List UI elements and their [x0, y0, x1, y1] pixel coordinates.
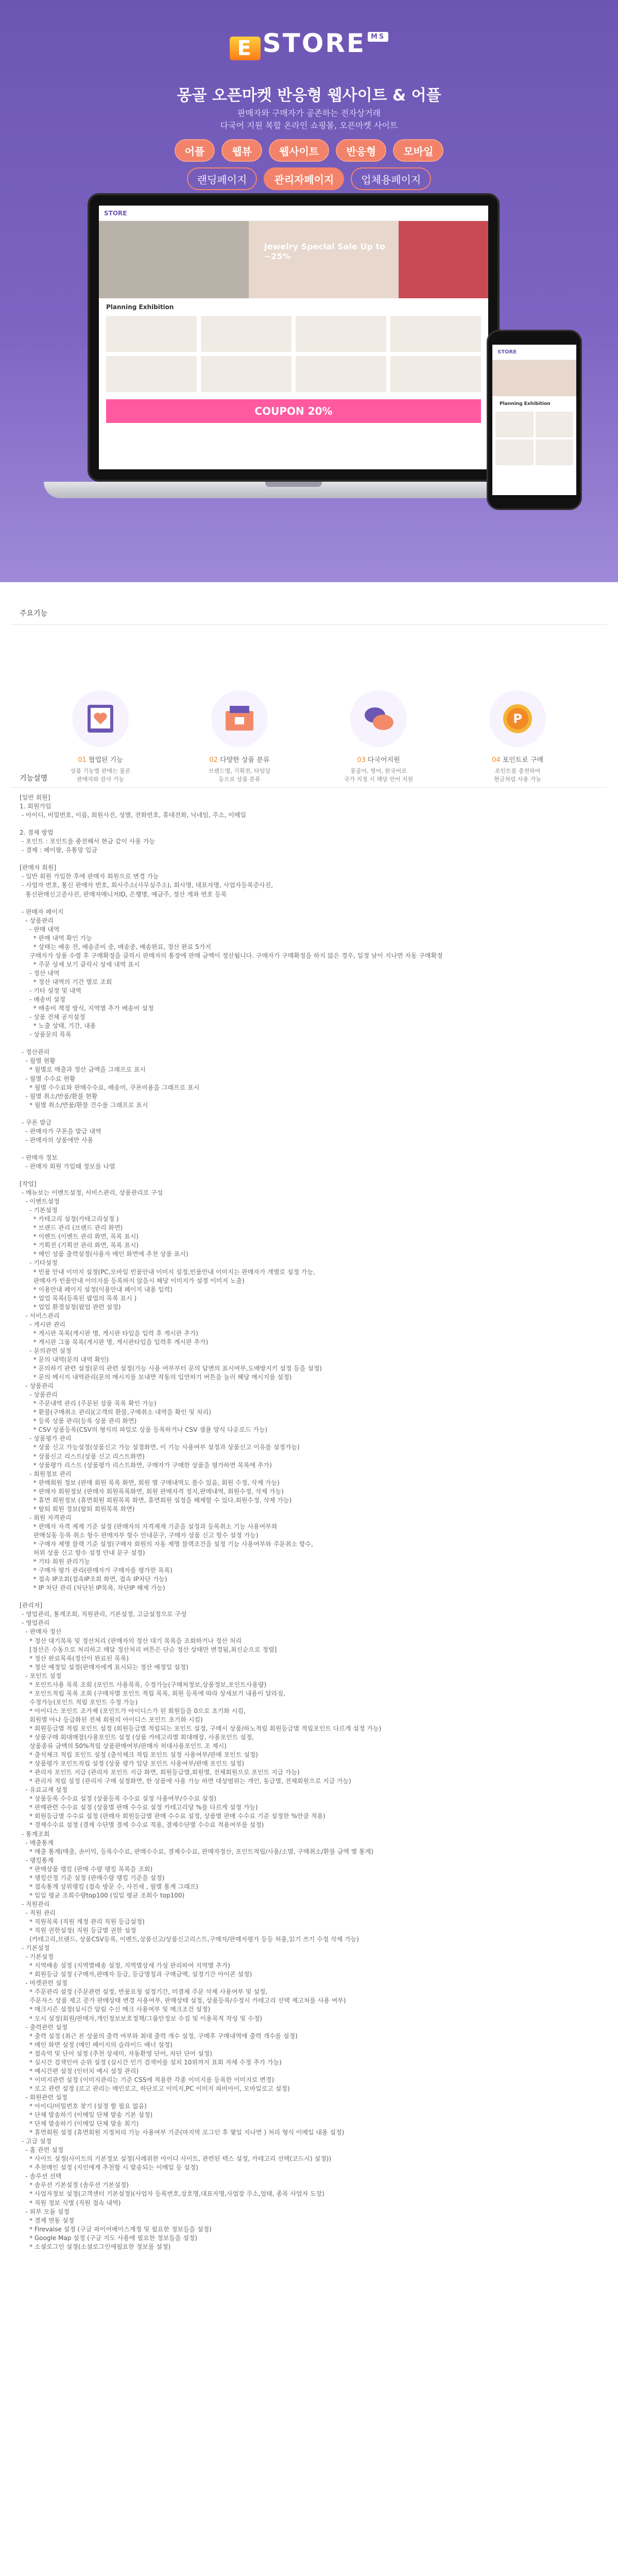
- description-line: - 판매자 회원 가입때 정보를 나열: [20, 1162, 115, 1170]
- description-line: * 회원등급 설정 (구매자,판매자 등급, 등급명칭과 구매금액, 설정기간 아이콘 설정): [20, 1971, 252, 1978]
- description-line: - 문의관련 설정: [20, 1347, 72, 1354]
- description-line: - 기본설정: [20, 1207, 58, 1214]
- description-line: * 지역배송 설정 (지역별배송 설정, 지역별상세 가성 관리하여 지역별 추가): [20, 1962, 230, 1970]
- tag-webview: 웹뷰: [221, 139, 262, 162]
- description-line: - 월별 현황: [20, 1057, 56, 1065]
- description-line: [20, 1592, 586, 1601]
- description-line: - 통계조회: [20, 1830, 50, 1838]
- description-line: * 판매상품 랭킹 (판매 수량 랭킹 목록을 조회): [20, 1865, 153, 1873]
- divider: [10, 624, 608, 625]
- description-line: * 월별 수수료와 판매수수료, 배송비, 쿠폰비용을 그래프로 표시: [20, 1083, 200, 1091]
- description-line: * 판매자 회원정보 (판매자 회원목록화면, 회원 판매자격 정지,판매내역, 회원수정, 삭제 가능): [20, 1487, 284, 1495]
- description-line: - 영업관리: [20, 1619, 50, 1627]
- feature-desc: 브랜드별, 기획전, 타임딜 등으로 상품 분류: [208, 768, 271, 783]
- phone-mockup: [487, 330, 582, 510]
- hero-subtitle-1: 판매자와 구매자가 공존하는 전자상거래: [237, 108, 381, 118]
- description-line: - 회원정보 관리: [20, 1470, 72, 1478]
- description-line: * 매출 통계(매출, 손이익, 등록수수료, 판매수수료, 결제수수료, 판매자정산, 포인트적립/사용/소멸, 구매취소/환불 금액 별 통계): [20, 1848, 374, 1855]
- description-line: - 월별 수수료 현황: [20, 1075, 76, 1082]
- description-line: 2. 결제 방법: [20, 829, 54, 837]
- description-line: - 포인트 : 포인트를 충전해서 현금 같이 사용 가능: [20, 838, 155, 845]
- description-line: - 배송비 설정: [20, 996, 65, 1004]
- description-line: (카테고리,브랜드, 상품CSV등록, 이벤트,상품신고/상품신고리스트,구매자/판매자평가 등등 허용,읽기 쓰기 수정 삭제 가능): [20, 1936, 359, 1943]
- description-line: - 판매자 정보: [20, 1154, 58, 1161]
- description-line: - 아이디, 비밀번호, 이름, 회원사진, 성별, 전화번호, 휴대전화, 닉네임, 주소, 이메일: [20, 811, 246, 819]
- description-line: * 출력 설정 (최근 본 상품의 출력 여부와 최대 출력 개수 설정, 구매후 구매내역에 출력 개수를 설정): [20, 2032, 298, 2040]
- tag-landing: 랜딩페이지: [187, 167, 258, 190]
- description-line: - 출력관련 설정: [20, 2023, 67, 2031]
- description-line: * 기획전 (기획전 관리 화면, 목록 표시): [20, 1242, 139, 1249]
- description-line: * 정산 완료목록(정산이 완료된 목록): [20, 1654, 129, 1662]
- description-line: * 배송비 책정 방식, 지역별 추가 배송비 설정: [20, 1005, 154, 1012]
- description-line: 판매실동 등록 취소 항수 판매자부 항수 안내문구, 구매자 상품 신고 항수 설정 가능): [20, 1531, 259, 1539]
- product-box-icon: [211, 690, 268, 747]
- description-line: [20, 1145, 586, 1154]
- description-line: * 브랜드 관리 (브랜드 관리 화면): [20, 1224, 123, 1232]
- description-line: * 카테고리 설정(카테고리설정 ): [20, 1215, 119, 1223]
- description-line: [20, 1110, 586, 1118]
- description-line: - 기타설정: [20, 1259, 58, 1267]
- description-line: * 포인트적립 목록 조회 (구매자별 포인트 적립 목록, 회원 등록에 따라 상세보기 내용이 달라짐,: [20, 1689, 285, 1697]
- description-line: * 메인 화면 설정 (메인 페이지의 슬라이드 배너 설정): [20, 2041, 173, 2048]
- page-tags: [0, 167, 618, 190]
- description-line: [20, 1039, 586, 1048]
- description-line: - 판매자가 쿠폰을 발급 내역: [20, 1127, 101, 1135]
- description-line: * 매크시즌 설정(실시간 알림 수신 메크 사용여부 및 메크조건 설정): [20, 2006, 211, 2013]
- description-line: [20, 820, 586, 828]
- description-line: * 단체 발송하기 (이메일 단체 발송 회기): [20, 2120, 139, 2128]
- mock-cards-2: [99, 356, 488, 392]
- description-line: 허위 상품 신고 항수 설정 안내 문구 설정): [20, 1549, 145, 1557]
- mock-nav: STORE: [99, 206, 488, 221]
- description-line: - 사업자 번호, 통신 판매자 번호, 회사주소(사무실주소), 회사명, 대표자명, 사업자등록증사진,: [20, 882, 273, 889]
- description-line: 1. 회원가입: [20, 803, 52, 810]
- description-line: * 구매자 제명 블랙 기준 설정(구매자 회원의 자동 제명 블랙조건을 설정 기능 사용여부와 주문취소 항수,: [20, 1540, 313, 1548]
- description-line: - 매출통계: [20, 1839, 54, 1846]
- description-line: * 주문내역 관리 (주문된 상품 목록 확인 가능): [20, 1400, 157, 1408]
- description-line: * 상품등록 수수료 설정 (상품등록 수수료 설정 사용여부/수수료 설정): [20, 1795, 216, 1803]
- description-line: * 회원등급별 적립 포인트 설정 (회원등급별 적립되는 포인트 설정, 구매시 상품/하노적립 회원등급별 적립포인트 다르게 설정 가능): [20, 1724, 382, 1732]
- description-line: - 판매 내역: [20, 925, 60, 933]
- description-line: 수정가능(포인트 적립 포인트 수정 가능): [20, 1698, 138, 1706]
- section-description: 기능설명: [20, 774, 48, 783]
- description-text: [20, 793, 586, 2251]
- description-line: * 월별 취소/반품/환불 건수를 그래프로 표시: [20, 1101, 148, 1109]
- description-line: * 기타 회원 관리기능: [20, 1558, 90, 1566]
- description-line: * 접속통계 상위랭킹 (접속 방문 수, 사진세 , 월별 통계 그래프): [20, 1883, 198, 1890]
- description-line: * 메인 상품 출력설정(사용자 메인 화면에 추천 상품 표시): [20, 1250, 188, 1258]
- hero-banner: [0, 0, 618, 582]
- description-line: - 상품평가 관리: [20, 1435, 72, 1443]
- description-line: * Firevaise 설정 (구글 파이어베이스계정 및 필요한 정보들을 설정): [20, 2225, 212, 2233]
- description-line: * 문의 내역(문의 내역 확인): [20, 1356, 109, 1363]
- description-line: [관리자]: [20, 1602, 43, 1609]
- description-line: * 탈퇴 회원 정보(탈퇴 회원목록 화면): [20, 1505, 135, 1513]
- description-line: * 직원 권한설정( 직원 등급별 권한 설정: [20, 1927, 136, 1935]
- mock-coupon: COUPON 20%: [106, 399, 481, 423]
- laptop-base: [44, 482, 543, 498]
- description-line: - 상품관리: [20, 1382, 54, 1390]
- description-line: * 상태는 배송 전, 배송준비 중, 배송중, 배송완료, 정산 완료 5가지: [20, 943, 211, 951]
- description-line: * 이미지관련 설정 (이미지관리는 기준 CSS에 적용한 각종 이미지를 등록한 이미지로 변경): [20, 2076, 274, 2083]
- svg-text:P: P: [513, 711, 522, 726]
- description-line: [일반 회원]: [20, 794, 50, 801]
- description-line: * 업업 목록(등록된 팝업의 목록 표시 ): [20, 1294, 137, 1302]
- description-line: * 휴면회원 설정 (휴면회원 지정처리 기능 사용여부 기준(마지막 로그인 후 몇일 지나면 ) 처리 형식 이메일 내용 설정): [20, 2129, 345, 2137]
- description-line: * 월별로 매출과 정산 금액을 그래프로 표시: [20, 1066, 146, 1074]
- description-line: 상품종류 금액의 50%적립 상품판매여부/판매자 허대사용포인트 조 제시): [20, 1742, 227, 1750]
- description-line: * 환불(구매취소 관리)(고객의 환불,구매취소 내역을 확인 및 처리): [20, 1409, 211, 1416]
- mock-banner-text: Jewelry Special Sale Up to ~25%: [264, 242, 386, 261]
- description-line: 주문자스 상품 재고 증가 판매상태 변경 사용여부, 판매상태 설정, 상품등록/수정시 카테고리 선택 제고처를 사용 여부): [20, 1997, 346, 2005]
- tag-vendor: 업체용페이지: [351, 167, 431, 190]
- description-line: * 주문관리 설정 (주문관련 설정, 반품요청 설정기간, 미결제 주문 삭제 사용여부 및 설정,: [20, 1988, 268, 1996]
- platform-tags: [0, 139, 618, 162]
- tag-app: 어플: [175, 139, 215, 162]
- description-line: * 정산 내역의 기간 별로 조회: [20, 978, 112, 986]
- description-line: * 추천매인 설정 (지인에게 추천할 시 발송되는 이메일 등 설정): [20, 2164, 198, 2172]
- description-line: 회원별 아나 등급화된 전체 회원의 아이디스 포인트 초기화 시킴): [20, 1716, 203, 1723]
- tablet-heart-icon: [72, 690, 129, 747]
- description-line: - 정산관리: [20, 1048, 50, 1056]
- logo-badge: MS: [368, 32, 388, 42]
- description-line: - 서비스관리: [20, 1312, 60, 1319]
- description-line: * 아이디/비밀번호 찾기 (설정 할 필요 없음): [20, 2102, 147, 2110]
- description-line: - 유료교재 설정: [20, 1786, 67, 1794]
- mock-cards: [99, 316, 488, 352]
- description-line: - 직원 관리: [20, 1909, 56, 1917]
- point-coin-icon: [489, 690, 546, 747]
- tag-mobile: 모바일: [393, 139, 443, 162]
- description-line: [20, 899, 586, 908]
- description-line: * 단체 발송하기 (이메일 단체 발송 기본 설정): [20, 2111, 153, 2119]
- laptop-screen: [99, 206, 488, 469]
- description-line: 판매자가 빈품안내 이미지를 등록하지 않을시 해당 이미지가 설정 이미지 노출): [20, 1277, 245, 1284]
- tag-website: 웹사이트: [269, 139, 329, 162]
- description-line: - 메뉴보는 이벤트설정, 서비스관리, 상품관리로 구성: [20, 1189, 163, 1197]
- description-line: * 모시 설정(회원/판매자,개인정보보호정책/그룹안정보 수집 및 이용목적 작성 및 수정): [20, 2014, 262, 2022]
- laptop-mockup: [88, 193, 500, 482]
- section-main-features: 주요기능: [20, 609, 48, 618]
- feature-3: 03 다국어지원 몽골어, 영어, 한국어로 국가 지정 시 해당 언어 지원: [309, 690, 448, 784]
- description-line: * 상품 신고 가능설정(상품신고 가능 설정화면, 이 기능 사용여부 설정과 상품신고 이유를 설정가능): [20, 1444, 300, 1451]
- description-line: - 랭킹통계: [20, 1856, 54, 1864]
- description-line: * 결제 연동 설정: [20, 2216, 75, 2224]
- description-line: * 등록 상품 관리(등록 상품 관리 화면): [20, 1417, 137, 1425]
- feature-4: P 04 포인트로 구매 포인트를 충전하여 현금처럼 사용 가능: [448, 690, 587, 784]
- description-line: - 결제 : 페이팔, 유통망 입금: [20, 846, 97, 854]
- description-line: [작업]: [20, 1180, 37, 1188]
- tag-admin: 관리자페이지: [264, 167, 344, 190]
- description-line: [정산은 수동으로 처리하고 매달 정산처리 버튼은 단순 정산 상태만 변경됨,최신순으로 정렬]: [20, 1646, 277, 1653]
- description-line: - 상품관리: [20, 917, 54, 924]
- description-line: - 일반 회원 가입한 후에 판매자 회원으로 변경 가능: [20, 873, 159, 880]
- description-line: - 직원관리: [20, 1900, 50, 1908]
- feature-desc: 몽골어, 영어, 한국어로 국가 지정 시 해당 언어 지원: [344, 768, 414, 783]
- description-line: [20, 855, 586, 863]
- divider: [10, 787, 608, 788]
- description-line: - 영업관리, 통계조회, 직원관리, 기본설정, 고급설정으로 구성: [20, 1611, 187, 1618]
- description-line: * 소셜로그인 설정(소셜로그인에필요한 정보를 설정): [20, 2243, 171, 2250]
- description-line: * 접속억 및 단어 설정 (추천 상세미, 자동환영 단어, 차단 단어 설정): [20, 2049, 212, 2057]
- description-line: * 문의하기 관련 설정(문의 관련 설정(가능 사용 여부부터 문의 답변의 표시여부,도배방지키 설정 등을 설정): [20, 1365, 322, 1372]
- feature-1: 01 협업된 기능 상품 기능별 판매는 물론 판매자와 감사 가능: [31, 690, 170, 784]
- hero-subtitle-2: 다국어 지원 복합 온라인 쇼핑몰, 오픈마켓 사이트: [220, 121, 398, 130]
- description-line: * 노출 상태, 기간, 내용: [20, 1022, 96, 1030]
- description-line: * 휴면 회원정보 (휴면회원 회원목록 화면, 휴면회원 설정을 해제할 수 있다.회원수정, 삭제 가능): [20, 1496, 292, 1504]
- description-line: - 회원관련 설정: [20, 2093, 67, 2101]
- description-line: * 판매 내역 확인 가능: [20, 934, 92, 942]
- description-line: - 기본설정: [20, 1944, 50, 1952]
- description-line: - 마켓관련 설정: [20, 1979, 67, 1987]
- description-line: * 주문 상세 보기 클릭시 상세 내역 표시: [20, 960, 140, 968]
- description-line: - 솔루션 선택: [20, 2173, 62, 2180]
- description-line: * 출석체크 적립 포인트 설정 (출석체크 적립 포인트 설정 사용여부/판매 포인트 설정): [20, 1751, 258, 1759]
- mock-section-title: Planning Exhibition: [106, 303, 174, 311]
- description-line: - 상품문의 목록: [20, 1031, 72, 1039]
- description-line: * 빈품 안내 이미지 설정(PC,모바일 빈품안내 이미지 설정,빈품안내 이미지는 판매자가 개별로 설정 가능,: [20, 1268, 315, 1276]
- description-line: - 이벤트설정: [20, 1198, 60, 1206]
- description-line: * 아이디스 포인트 조가제 (포인트가 아이디스가 된 회원들을 0으로 초기화 시킴,: [20, 1707, 246, 1715]
- description-line: - 판매자 정산: [20, 1628, 62, 1636]
- mock-banner: [99, 221, 488, 298]
- description-line: - 쿠폰 발급: [20, 1118, 52, 1126]
- description-line: * 포인트사용 목록 조회 (포인트 사용목록, 수정가능(구매처정보,상품정보,포인트사용량): [20, 1681, 267, 1688]
- description-line: * 직원목록 (직원 계정 관리 직원 등급설정): [20, 1918, 145, 1925]
- description-line: - 고급 설정: [20, 2138, 52, 2145]
- description-line: * 관리자 포인트 지급 (관리자 포인트 지급 화면, 회원등급별,회원별, 전체회원으로 포인트 지급 가능): [20, 1769, 300, 1776]
- description-line: * 상품구매 회대매장(사용포인트 설정 (상품 카테고리별 회대매장, 사용포인트 설정,: [20, 1734, 254, 1741]
- description-line: - 기본설정: [20, 1953, 54, 1961]
- phone-screen: STORE Planning Exhibition: [492, 345, 576, 495]
- description-line: * 게시판 그룹 목록(게시판 명, 게시판타입을 입력후 게시판 추가): [20, 1338, 209, 1346]
- description-line: * Google Map 설정 (구글 지도 사용에 필요한 정보들을 설정): [20, 2234, 198, 2242]
- description-line: * 상품평가 리스트 (상품평가 리스트화면, 구매자가 구매한 상품을 평가하면 목록에 추가): [20, 1461, 272, 1469]
- description-line: - 판매자 페이지: [20, 908, 64, 916]
- description-line: * 업업 환경설정(팝업 관련 설정): [20, 1303, 121, 1311]
- description-line: * 문의 메시지 내역관리(문의 메시지를 보내면 작동의 입연하기 버튼을 눌러 해당 메시지를 설정): [20, 1374, 292, 1381]
- description-line: * 구매자 평가 관리(판매자가 구매자를 평가한 목록): [20, 1567, 173, 1574]
- description-line: * 솔루션 기본설정 (솔루션 기본설정): [20, 2181, 129, 2189]
- description-line: * 접속 IP조회(접속IP조회 화면, 접속 IP차단 가능): [20, 1575, 167, 1583]
- description-line: * 판매관련 수수료 설정 (상품별 판매 수수료 설정 카테고리당 %를 다르게 설정 가능): [20, 1804, 258, 1811]
- description-line: - 판매자의 상품에만 사용: [20, 1136, 94, 1144]
- description-line: * IP 차단 관리 (차단된 IP목록, 차단IP 해제 가능): [20, 1584, 165, 1592]
- description-line: * 이용안내 페이지 설정(이용안내 페이지 내용 입력): [20, 1285, 173, 1293]
- description-line: * 정산 예정일 설정(판매자에게 표시되는 정산 예정일 설정): [20, 1663, 188, 1671]
- description-line: - 상품관리: [20, 1391, 58, 1399]
- hero-title: 몽골 오픈마켓 반응형 웹사이트 & 어플: [177, 87, 441, 105]
- description-line: - 상품 전체 공지설정: [20, 1013, 85, 1021]
- description-line: * 상품평가 포인트적립 설정 (상품 평가 입당 포인트 사용여부/판매 포인트 설정): [20, 1760, 244, 1768]
- description-line: * 결제수수료 설정 (결제 수단별 결제 수수료 적용, 결제수단별 수수료 적용여부를 설정): [20, 1821, 264, 1829]
- description-line: * 판매자 자격 제재 기준 설정 (판매자의 자격제재 기준을 설정과 등록취소 기능 사용여부와: [20, 1522, 278, 1530]
- description-line: * 일일 평균 조회수량top100 (일일 평균 조회수 top100): [20, 1891, 185, 1899]
- description-line: * 판매회원 정보 (판매 회원 목록 화면, 회원 별 구매내역도 볼수 있음, 회원 수정, 삭제 가능): [20, 1479, 280, 1486]
- description-line: * 실시간 검색인어 순위 설정 (실시간 인기 검색어를 설치 10위까지 표회 자체 수정 추가 가능): [20, 2058, 282, 2066]
- description-line: - 회원 자격관리: [20, 1514, 72, 1521]
- description-line: * 사업자정보 설정(고객센터 기본설정)(사업자 등록번호,상호명,대표자명,사업장 주소,업태, 종목 사업자 도장): [20, 2190, 324, 2198]
- description-line: * 회원등급별 수수료 설정 (판매자 회원등급별 판매 수수료 설정, 상품별 판매 수수료 기준 설정한 %만큼 적용): [20, 1812, 325, 1820]
- feature-desc: 상품 기능별 판매는 물론 판매자와 감사 가능: [70, 768, 131, 783]
- description-line: * CSV 상품등록(CSV의 형식의 파일로 상품 등록하거나 CSV 샘플 양식 다운로드 가능): [20, 1426, 268, 1434]
- description-line: 통신판매신고증사진, 판매자매니저ID, 은행명, 예금주, 정산 계좌 번호 등록: [20, 890, 227, 898]
- description-line: - 게시판 관리: [20, 1320, 65, 1328]
- description-line: [판매자 회원]: [20, 864, 57, 872]
- description-line: * 랭킹산정 기준 설정 (판매수량 랭킹 기준을 설정): [20, 1874, 165, 1882]
- description-line: - 기타 설정 및 내역: [20, 987, 81, 995]
- description-line: * 사이트 설정(사이트의 기본정보 설정(사례위한 아이디 사이트, 관련된 텍스 설정, 카테고리 선택(코드시) 설정)): [20, 2155, 332, 2163]
- tag-responsive: 반응형: [336, 139, 386, 162]
- description-line: 구매자가 상품 수령 후 구매확정을 클릭시 판매자의 통장에 판매 금액이 정산됩니다. 구매자가 구매확정을 하지 않은 경우, 일정 날이 지나면 자동 구매확정: [20, 952, 443, 959]
- logo-e-icon: E: [230, 37, 261, 60]
- feature-2: 02 다양한 상품 분류 브랜드별, 기획전, 타임딜 등으로 상품 분류: [170, 690, 309, 784]
- brand-logo: E STORE $^{MS}$: [0, 28, 618, 60]
- description-line: - 외부 모듈 설정: [20, 2208, 70, 2215]
- description-line: * 게시판 목록(게시판 명, 게시판 타입을 입력 후 게시판 추가): [20, 1329, 198, 1337]
- chat-language-icon: [350, 690, 407, 747]
- description-line: - 홈 관련 설정: [20, 2146, 64, 2154]
- description-line: * 관리자 적립 설정 (관리자 구매 설정화면, 한 상품에 사용 가능 하면 대상범위는 개인, 동급별, 전체회원으로 지급 가능): [20, 1777, 351, 1785]
- description-line: * 상품신고 리스트(상품 신고 리스트화면): [20, 1452, 145, 1460]
- description-line: * 로고 관련 설정 (로고 관리는 메인로고, 하단로고 이미지,PC 이미지 파비아이, 모바일로고 설정): [20, 2084, 290, 2092]
- description-line: * 이벤트 (이벤트 관리 화면, 목록 표시): [20, 1233, 139, 1241]
- description-line: * 직원 정보 식별 (직원 접속 내역): [20, 2199, 121, 2207]
- description-line: [20, 1171, 586, 1180]
- description-line: * 예시간편 설정 (인터치 예시 설정 관리): [20, 2067, 139, 2075]
- description-line: - 정산 내역: [20, 969, 60, 977]
- description-line: - 포인트 설정: [20, 1672, 62, 1680]
- description-line: * 정산 대기목록 및 정산처리 (판매자의 정산 대기 목록을 조회하거나 정산 처리: [20, 1637, 242, 1645]
- feature-desc: 포인트를 충전하여 현금처럼 사용 가능: [493, 768, 541, 783]
- description-line: - 월별 취소/반품/환불 현황: [20, 1092, 98, 1100]
